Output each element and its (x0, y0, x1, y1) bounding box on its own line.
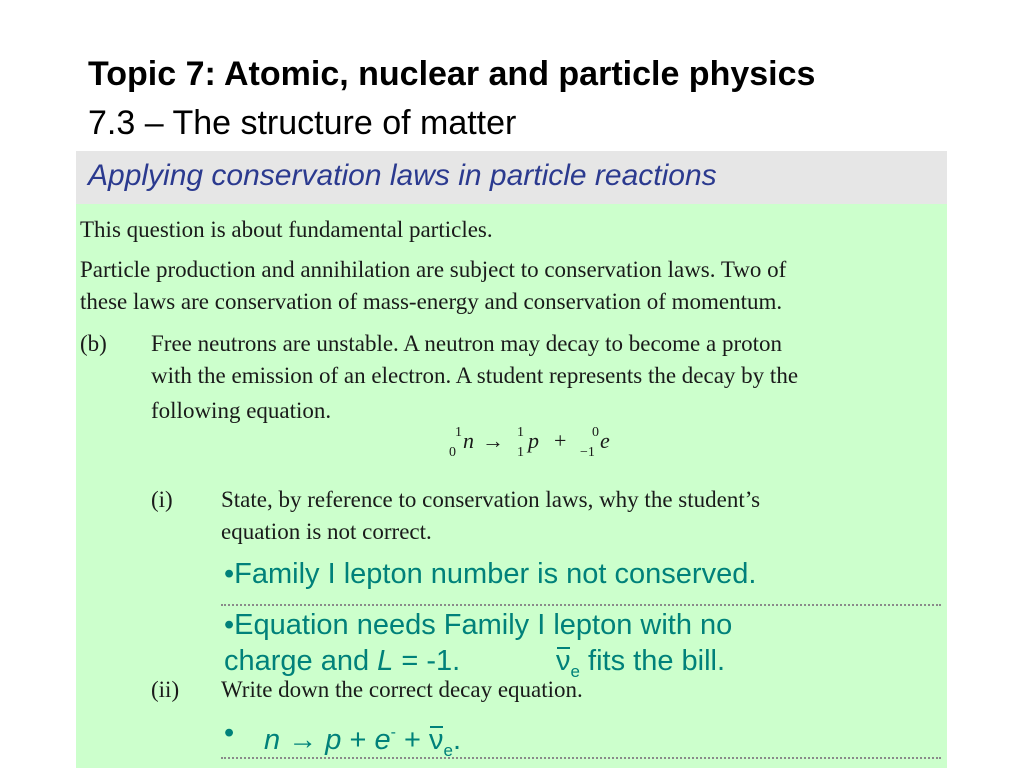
sub-ii-label: (ii) (151, 677, 180, 702)
answer-2-line-1 (224, 608, 732, 642)
proton-mass-number: 1 (517, 425, 524, 440)
answer-3-bullet: • (224, 717, 235, 749)
sub-ii-text: Write down the correct decay equation. (221, 677, 583, 702)
eq-antineutrino: ν (429, 724, 444, 756)
sub-i-line-2: equation is not correct. (221, 519, 432, 544)
neutron-mass-number: 1 (455, 425, 462, 440)
eq-plus-1: + (341, 724, 375, 756)
bullet: • (224, 609, 235, 641)
electron-symbol: e (600, 428, 610, 453)
bullet: • (224, 558, 235, 590)
lepton-number-symbol: L (377, 645, 394, 677)
eq-electron-charge: - (390, 724, 396, 741)
answer-2-line-2 (224, 644, 460, 678)
answer-2-text-post: fits the bill. (579, 645, 726, 677)
slide-title: Topic 7: Atomic, nuclear and particle physics (88, 55, 816, 93)
answer-1-text: Family I lepton number is not conserved. (234, 558, 757, 590)
eq-arrow: → (280, 724, 326, 756)
electron-mass-number: 0 (592, 425, 599, 440)
answer-2-line-1-text: Equation needs Family I lepton with no (234, 609, 733, 641)
eq-neutron: n (264, 724, 281, 756)
sub-i-label: (i) (151, 487, 173, 512)
electron-charge-number: −1 (580, 445, 595, 460)
part-b-line-3: following equation. (151, 398, 332, 423)
answer-2-text-mid: = -1. (393, 645, 461, 677)
part-b-line-1: Free neutrons are unstable. A neutron may decay to become a proton (151, 331, 783, 356)
eq-end: . (452, 724, 462, 756)
antineutrino-subscript: e (570, 662, 580, 681)
antineutrino-symbol: ν (556, 645, 571, 677)
proton-symbol: p (528, 428, 539, 453)
neutron-charge-number: 0 (449, 445, 456, 460)
correct-decay-equation (264, 716, 461, 768)
section-heading: Applying conservation laws in particle reactions (88, 159, 717, 192)
answer-line-2 (221, 757, 941, 759)
question-context-line-2: these laws are conservation of mass-energy and conservation of momentum. (80, 289, 783, 314)
equation-plus: + (554, 428, 567, 453)
answer-line-1 (221, 604, 941, 606)
section-heading-bar (76, 151, 947, 204)
question-context-line-1: Particle production and annihilation are subject to conservation laws. Two of (80, 257, 787, 282)
question-intro: This question is about fundamental particles. (80, 217, 493, 242)
eq-plus-2: + (395, 724, 429, 756)
proton-charge-number: 1 (517, 445, 524, 460)
eq-proton: p (325, 724, 342, 756)
slide-subtitle: 7.3 – The structure of matter (88, 104, 517, 142)
part-b-label: (b) (80, 331, 107, 356)
eq-antineutrino-subscript: e (443, 741, 453, 760)
sub-i-line-1: State, by reference to conservation laws, why the student’s (221, 487, 761, 512)
eq-electron: e (374, 724, 391, 756)
answer-1 (224, 557, 756, 591)
part-b-line-2: with the emission of an electron. A student represents the decay by the (151, 363, 799, 388)
equation-arrow: → (482, 428, 504, 453)
answer-2-text-pre: charge and (224, 645, 378, 677)
neutron-symbol: n (463, 428, 474, 453)
